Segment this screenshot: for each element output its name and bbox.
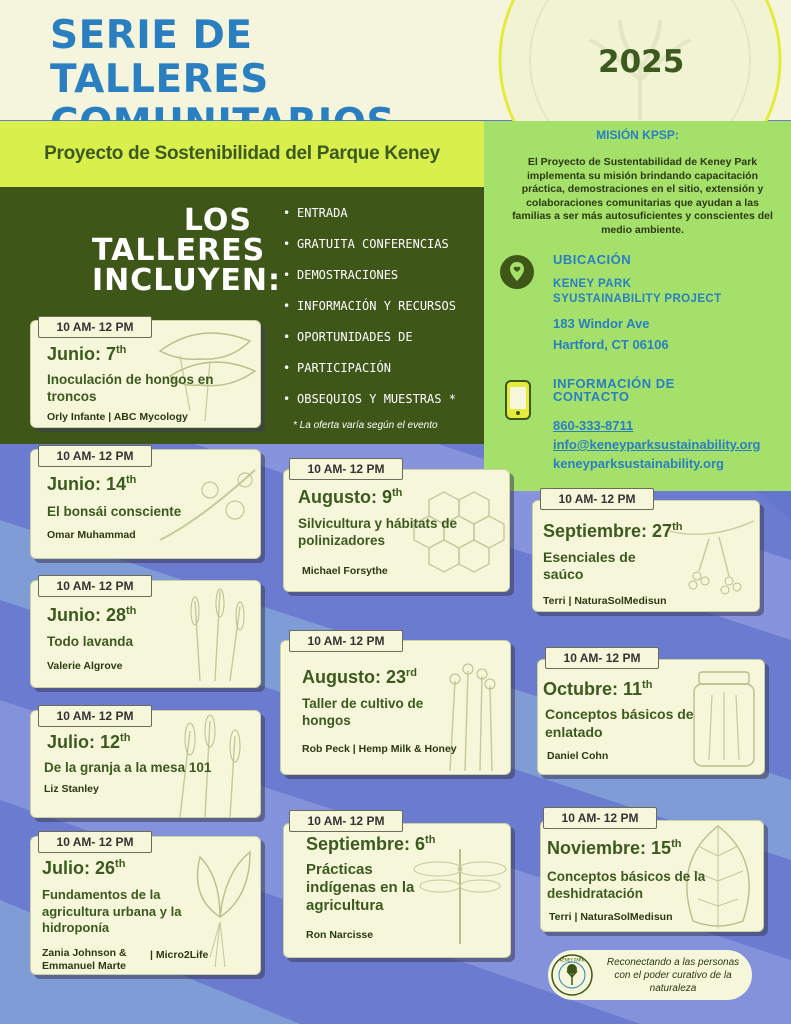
workshop-topic: Conceptos básicos de enlatado — [545, 706, 694, 740]
offer-note: * La oferta varía según el evento — [293, 420, 438, 431]
mission-heading: MISIÓN KPSP: — [596, 128, 679, 142]
location-address: 183 Windor Ave Hartford, CT 06106 — [553, 316, 669, 352]
workshop-date: Julio: 12th — [47, 732, 131, 752]
time-badge: 10 AM- 12 PM — [38, 445, 152, 467]
location-heading: UBICACIÓN — [553, 252, 632, 267]
workshop-presenter-org: | Micro2Life — [150, 949, 209, 961]
time-badge: 10 AM- 12 PM — [38, 575, 152, 597]
workshop-topic: Fundamentos de la agricultura urbana y la hidroponía — [42, 887, 182, 935]
workshop-presenter: Orly Infante | ABC Mycology — [47, 411, 188, 423]
workshop-topic: Silvicultura y hábitats de polinizadores — [298, 516, 458, 548]
workshop-presenter: Daniel Cohn — [547, 750, 609, 762]
workshop-presenter: Michael Forsythe — [302, 565, 388, 577]
time-badge: 10 AM- 12 PM — [38, 316, 152, 338]
time-badge: 10 AM- 12 PM — [540, 488, 654, 510]
workshop-date: Noviembre: 15th — [547, 838, 682, 858]
workshop-date: Augusto: 23rd — [302, 667, 418, 687]
phone-icon — [504, 380, 532, 420]
workshop-topic: El bonsái consciente — [47, 504, 182, 519]
workshop-presenter: Terri | NaturaSolMedisun — [543, 595, 667, 607]
contact-phone-link[interactable]: 860-333-8711 — [553, 418, 634, 433]
page-title: SERIE DE TALLERES — [50, 13, 269, 102]
workshop-presenter: Omar Muhammad — [47, 529, 136, 541]
time-badge: 10 AM- 12 PM — [545, 647, 659, 669]
workshop-date: Julio: 26th — [42, 858, 126, 878]
footer-tagline: Reconectando a las personas con el poder curativo de la naturaleza — [606, 957, 740, 994]
svg-text:KENEY PARK: KENEY PARK — [559, 957, 585, 963]
workshop-date: Junio: 14th — [47, 474, 137, 494]
workshop-date: Augusto: 9th — [298, 487, 403, 507]
workshop-topic: De la granja a la mesa 101 — [44, 760, 212, 775]
time-badge: 10 AM- 12 PM — [543, 807, 657, 829]
list-item: • DEMOSTRACIONES — [283, 260, 473, 291]
includes-heading: LOS TALLERES INCLUYEN: — [92, 203, 282, 298]
list-item: • PARTICIPACIÓN — [283, 353, 473, 384]
contact-website-link[interactable]: keneyparksustainability.org — [553, 456, 724, 471]
list-item: • INFORMACIÓN Y RECURSOS — [283, 291, 473, 322]
workshop-date: Junio: 7th — [47, 344, 127, 364]
keney-park-logo — [550, 953, 594, 997]
list-item: • ENTRADA — [283, 198, 473, 229]
time-badge: 10 AM- 12 PM — [289, 630, 403, 652]
workshop-date: Junio: 28th — [47, 605, 137, 625]
contact-email-link[interactable]: info@keneyparksustainability.org — [553, 437, 761, 452]
includes-list — [283, 198, 473, 415]
workshop-presenter: Zania Johnson & Emmanuel Marte — [42, 947, 127, 972]
contact-heading: INFORMACIÓN DE CONTACTO — [553, 376, 675, 404]
workshop-presenter: Valerie Algrove — [47, 660, 123, 672]
workshop-date: Septiembre: 6th — [306, 834, 436, 854]
workshop-topic: Taller de cultivo de hongos — [302, 696, 424, 728]
list-item: • GRATUITA CONFERENCIAS — [283, 229, 473, 260]
time-badge: 10 AM- 12 PM — [289, 810, 403, 832]
time-badge: 10 AM- 12 PM — [38, 705, 152, 727]
workshop-date: Septiembre: 27th — [543, 521, 683, 541]
workshop-presenter: Terri | NaturaSolMedisun — [549, 911, 673, 923]
workshop-topic: Todo lavanda — [47, 634, 134, 649]
lavender-illustration — [170, 581, 260, 687]
list-item: • OBSEQUIOS Y MUESTRAS * — [283, 384, 473, 415]
mission-text: El Proyecto de Sustentabilidad de Keney Park implementa su misión brindando capacitación práctica, demostraciones en el sitio, extensión y colaboraciones comunitarias que ayudan a las familias a ser más autosuficientes y conscientes del medio ambiente. — [512, 156, 773, 236]
time-badge: 10 AM- 12 PM — [289, 458, 403, 480]
workshop-topic: Esenciales de saúco — [543, 549, 636, 582]
time-badge: 10 AM- 12 PM — [38, 831, 152, 853]
workshop-presenter: Rob Peck | Hemp Milk & Honey — [302, 743, 457, 755]
elderberry-illustration — [659, 501, 759, 611]
workshop-topic: Conceptos básicos de la deshidratación — [547, 869, 706, 901]
project-subtitle: Proyecto de Sostenibilidad del Parque Keney — [44, 143, 440, 164]
workshop-topic: Inoculación de hongos en troncos — [47, 372, 214, 404]
workshop-date: Octubre: 11th — [543, 679, 653, 699]
list-item: • OPORTUNIDADES DE — [283, 322, 473, 353]
workshop-topic: Prácticas indígenas en la agricultura — [306, 861, 415, 914]
location-pin-icon — [499, 254, 535, 290]
workshop-presenter: Ron Narcisse — [306, 929, 374, 941]
year-label: 2025 — [598, 44, 685, 80]
location-name: KENEY PARK SYUSTAINABILITY PROJECT — [553, 278, 722, 305]
workshop-presenter: Liz Stanley — [44, 783, 99, 795]
